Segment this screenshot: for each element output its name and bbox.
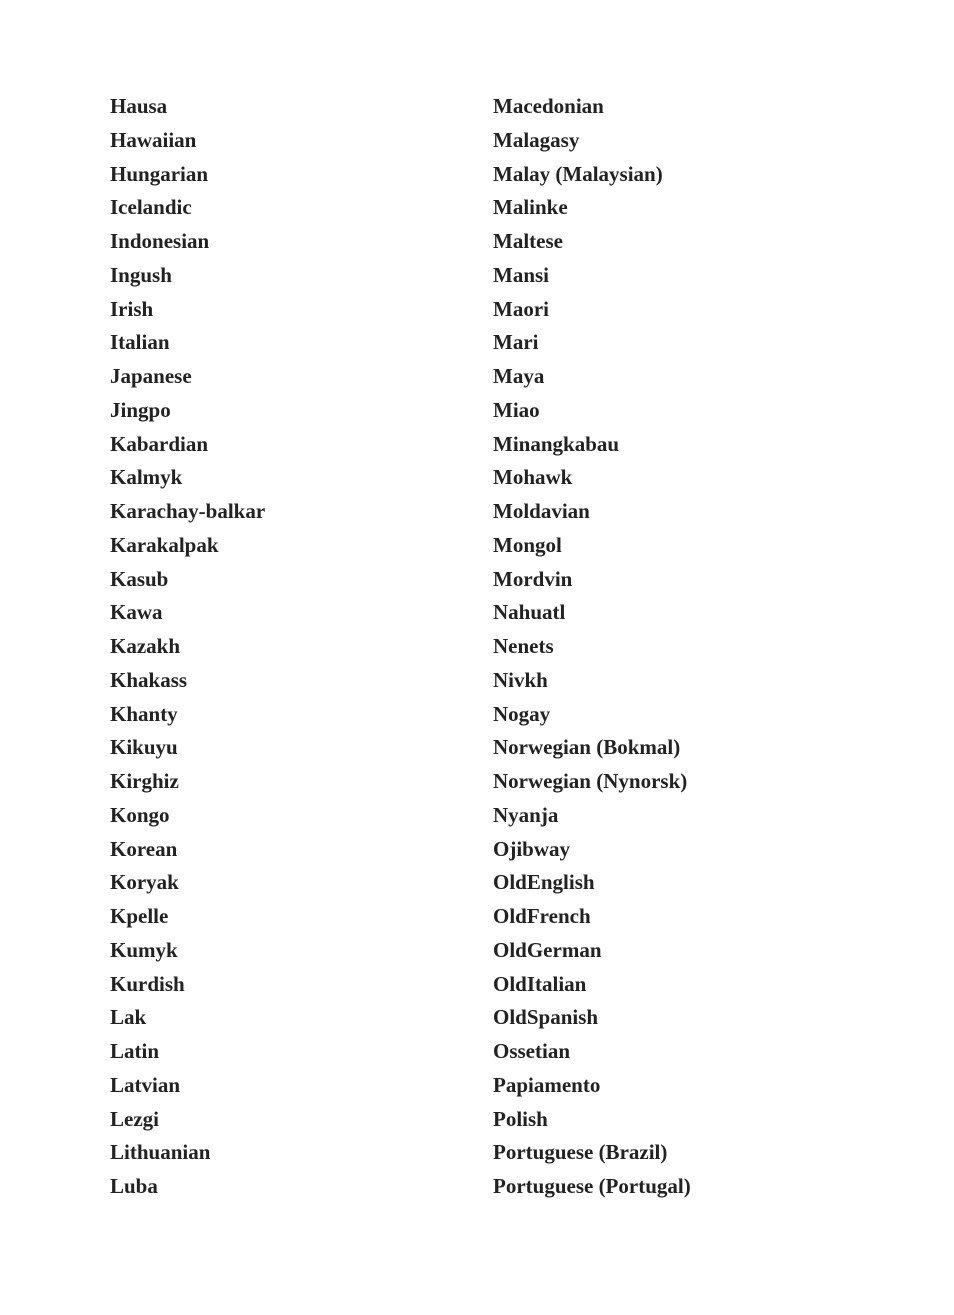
language-item: Latvian <box>110 1072 181 1097</box>
language-list-right <box>493 90 913 1204</box>
language-item: Karakalpak <box>110 532 219 557</box>
language-item: Luba <box>110 1174 158 1198</box>
language-item: Mari <box>493 330 539 355</box>
language-item: Polish <box>493 1106 548 1131</box>
language-item: Lezgi <box>110 1106 159 1131</box>
language-item: Kazakh <box>110 634 181 658</box>
language-item: Khanty <box>110 701 178 726</box>
language-item: Hawaiian <box>110 127 197 152</box>
language-item: Kpelle <box>110 904 169 928</box>
language-item: Maltese <box>493 229 563 253</box>
language-item: Maya <box>493 364 545 388</box>
language-item: Kasub <box>110 566 169 591</box>
language-item: Maori <box>493 296 549 321</box>
language-item: Portuguese (Portugal) <box>493 1174 691 1198</box>
language-item: Nenets <box>493 634 554 658</box>
language-item: Kabardian <box>110 431 209 456</box>
language-item: Ojibway <box>493 836 571 861</box>
language-item: Mansi <box>493 262 550 287</box>
language-item: OldEnglish <box>493 870 595 895</box>
language-item: Kalmyk <box>110 465 183 490</box>
language-item: Karachay-balkar <box>110 499 266 523</box>
language-item: Malagasy <box>493 127 580 152</box>
language-item: Papiamento <box>493 1072 601 1097</box>
language-item: Italian <box>110 330 170 355</box>
language-item: Ossetian <box>493 1039 571 1063</box>
language-item: Nivkh <box>493 667 548 692</box>
language-item: Kawa <box>110 600 163 625</box>
language-item: Icelandic <box>110 195 192 220</box>
language-item: Kumyk <box>110 937 178 962</box>
language-item: Moldavian <box>493 499 590 523</box>
language-item: Kirghiz <box>110 769 179 793</box>
language-item: OldFrench <box>493 904 591 928</box>
language-item: Hungarian <box>110 161 209 186</box>
language-item: Kongo <box>110 802 170 827</box>
language-item: Macedonian <box>493 94 604 118</box>
language-item: Portuguese (Brazil) <box>493 1140 668 1165</box>
language-item: Minangkabau <box>493 431 620 456</box>
language-item: OldSpanish <box>493 1005 599 1030</box>
language-item: Koryak <box>110 870 179 895</box>
language-item: Ingush <box>110 262 172 287</box>
language-item: Nahuatl <box>493 600 566 625</box>
language-item: OldItalian <box>493 971 587 996</box>
language-item: Korean <box>110 836 178 861</box>
language-item: Lithuanian <box>110 1140 211 1165</box>
language-item: Nogay <box>493 701 551 726</box>
language-item: Mongol <box>493 532 562 557</box>
language-item: Nyanja <box>493 802 559 827</box>
language-item: Kikuyu <box>110 735 178 760</box>
language-item: Norwegian (Bokmal) <box>493 735 681 760</box>
language-item: Norwegian (Nynorsk) <box>493 769 688 793</box>
language-item: Irish <box>110 296 154 321</box>
language-item: Miao <box>493 397 540 422</box>
language-list-left <box>110 90 470 1204</box>
language-item: Malinke <box>493 195 568 220</box>
language-item: Latin <box>110 1039 160 1063</box>
language-item: Lak <box>110 1005 147 1030</box>
language-item: Mohawk <box>493 465 573 490</box>
language-item: Mordvin <box>493 566 573 591</box>
language-item: Japanese <box>110 364 192 388</box>
language-item: Khakass <box>110 667 188 692</box>
language-item: Hausa <box>110 94 168 118</box>
language-item: Kurdish <box>110 971 185 996</box>
language-item: Jingpo <box>110 397 171 422</box>
language-item: OldGerman <box>493 937 602 962</box>
language-item: Indonesian <box>110 229 210 253</box>
language-item: Malay (Malaysian) <box>493 161 663 186</box>
